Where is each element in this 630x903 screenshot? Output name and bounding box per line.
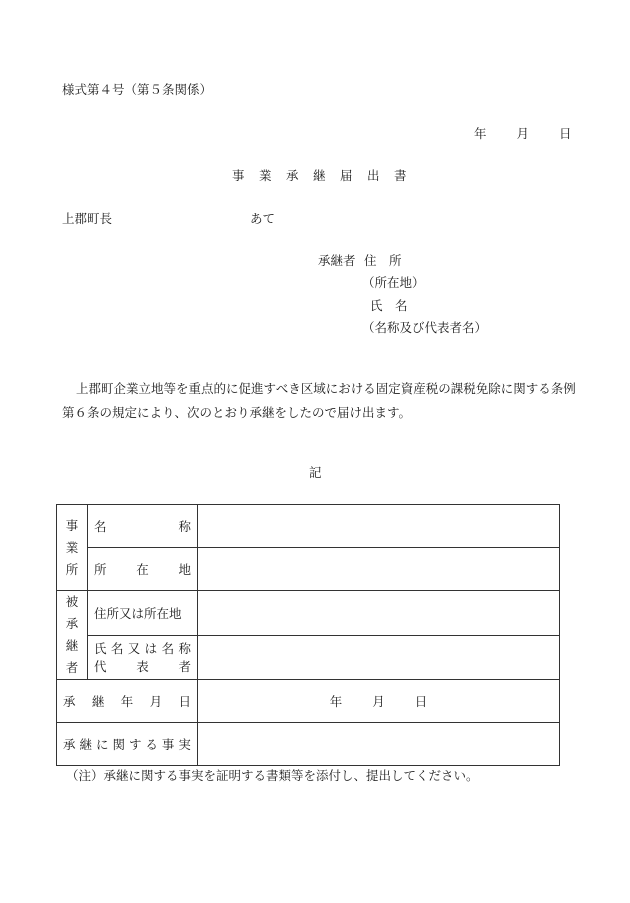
- table-row: [57, 505, 560, 548]
- table-row: [57, 680, 560, 723]
- ki-heading: 記: [309, 465, 322, 480]
- table-row: [57, 548, 560, 591]
- succession-facts-label: 承 継 に 関 す る 事 実: [57, 723, 198, 766]
- body-paragraph: 上郡町企業立地等を重点的に促進すべき区域における固定資産税の課税免除に関する条例第６条の規定により、次のとおり承継をしたので届け出ます。: [62, 381, 576, 420]
- date-day: 日: [559, 126, 572, 141]
- succession-date-label: 承 継 年 月 日: [57, 680, 198, 723]
- table-row: [57, 591, 560, 636]
- successor-representative-label: （名称及び代表者名）: [362, 320, 488, 335]
- succession-facts-field[interactable]: [198, 723, 560, 766]
- document-title: 事 業 承 継 届 出 書: [232, 168, 408, 183]
- addressee-suffix: あて: [250, 211, 276, 226]
- date-month: 月: [516, 126, 530, 141]
- office-group-label: 事 業 所: [57, 505, 88, 591]
- predecessor-group-label: 被 承 継 者: [57, 591, 88, 680]
- office-name-label: 名 称: [88, 505, 198, 548]
- succession-date-field[interactable]: 年 月 日: [198, 680, 560, 723]
- predecessor-name-field[interactable]: [198, 635, 560, 680]
- office-name-field[interactable]: [198, 505, 560, 548]
- successor-address-label: 住 所: [364, 253, 402, 268]
- submission-date: [474, 124, 572, 142]
- predecessor-address-label: 住所又は所在地: [88, 591, 198, 636]
- addressee: 上郡町長: [62, 211, 113, 226]
- form-number: 様式第４号（第５条関係）: [62, 82, 213, 97]
- date-year: 年: [474, 126, 487, 141]
- predecessor-address-field[interactable]: [198, 591, 560, 636]
- successor-label: 承継者: [318, 253, 356, 268]
- table-row: [57, 635, 560, 680]
- successor-location-label: （所在地）: [362, 275, 425, 290]
- succession-form-table: [56, 504, 560, 766]
- office-location-label: 所 在 地: [88, 548, 198, 591]
- predecessor-name-label: 氏 名 又 は 名 称 代 表 者: [88, 635, 198, 680]
- office-location-field[interactable]: [198, 548, 560, 591]
- table-row: [57, 723, 560, 766]
- successor-name-label: 氏 名: [370, 298, 408, 313]
- footnote: （注）承継に関する事実を証明する書類等を添付し、提出してください。: [66, 768, 479, 783]
